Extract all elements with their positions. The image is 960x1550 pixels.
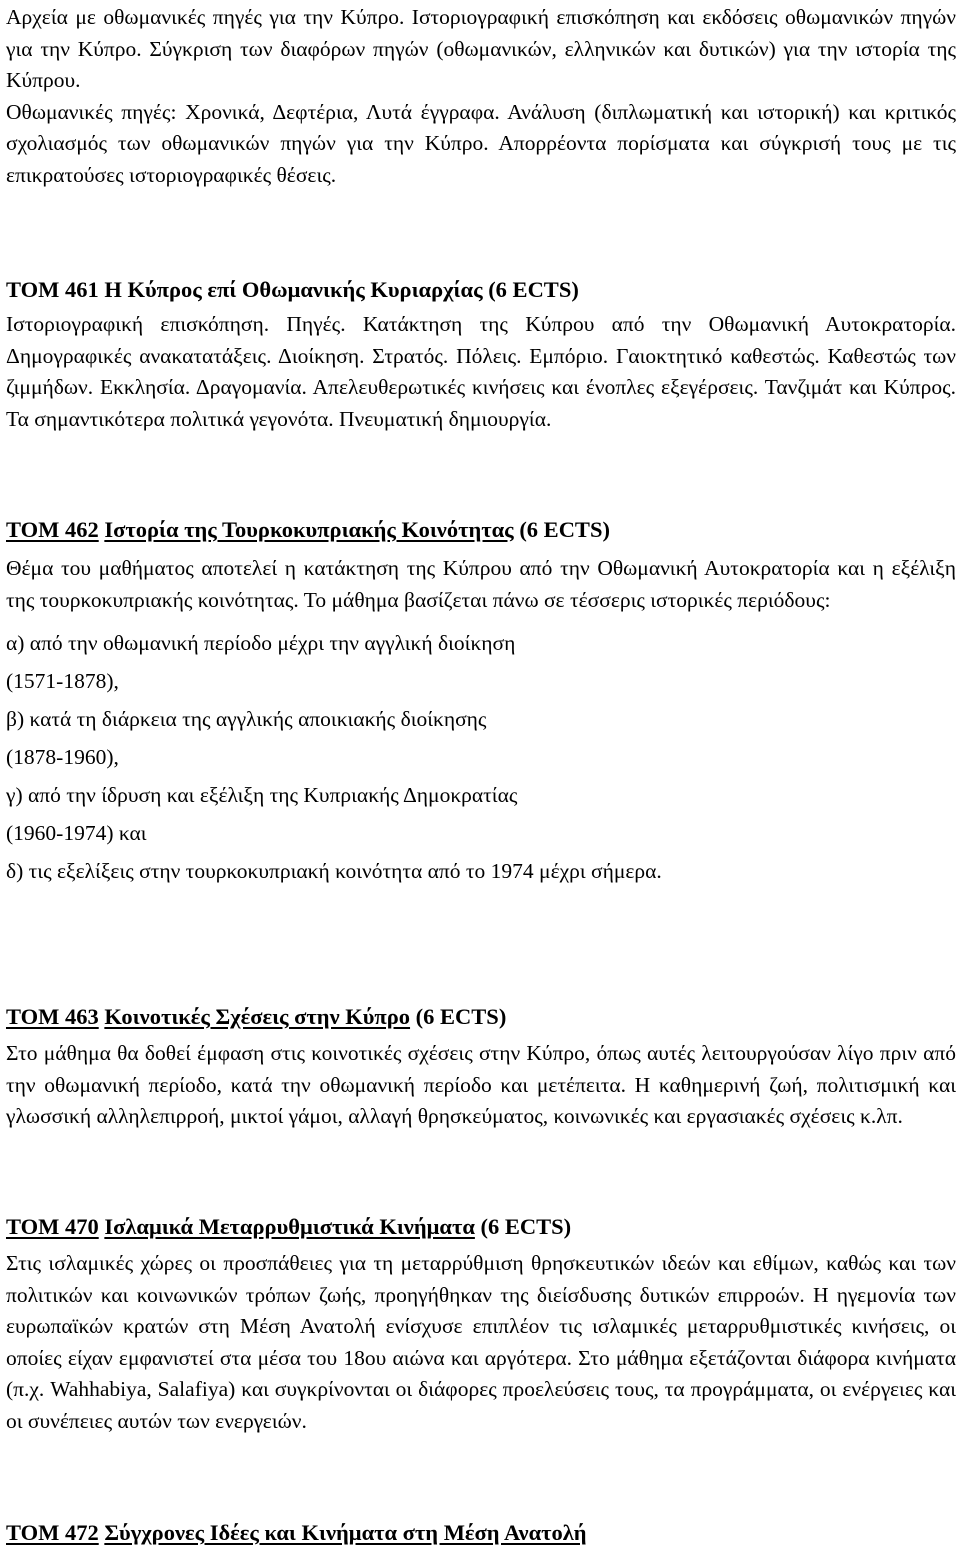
course-code: ΤΟΜ 472 bbox=[6, 1520, 99, 1545]
course-description: Θέμα του μαθήματος αποτελεί η κατάκτηση της Κύπρου από την Οθωμανική Αυτοκρατορία και η εξέλιξη της τουρκοκυπριακής κοινότητας. Το μάθημα βασίζεται πάνω σε τέσσερις ιστορικές περιόδους: bbox=[6, 556, 956, 612]
course-description: Στο μάθημα θα δοθεί έμφαση στις κοινοτικές σχέσεις στην Κύπρο, όπως αυτές λειτουργούσαν λίγο πριν από την οθωμανική περίοδο, κατά την οθωμανική περίοδο και μετέπειτα. Η καθημερινή ζωή, πολιτισμική και γλωσσική αλληλεπιρροή, μικτοί γάμοι, αλλαγή θρησκεύματος, κοινωνικές και εργασιακές σχέσεις κ.λπ. bbox=[6, 1041, 956, 1128]
period-item-a: α) από την οθωμανική περίοδο μέχρι την αγγλική διοίκηση bbox=[6, 631, 516, 655]
course-description: Ιστοριογραφική επισκόπηση. Πηγές. Κατάκτηση της Κύπρου από την Οθωμανική Αυτοκρατορία. Δημογραφικές ανακατατάξεις. Διοίκηση. Στρατός. Πόλεις. Εμπόριο. Γαιοκτητικό καθεστώς. Καθεστώς των ζιμμήδων. Εκκλησία. Δραγομανία. Απελευθερωτικές κινήσεις και ένοπλες εξεγέρσεις. Τανζιμάτ και Κύπρος. Τα σημαντικότερα πολιτικά γεγονότα. Πνευματική δημιουργία. bbox=[6, 312, 956, 431]
course-ects: (6 ECTS) bbox=[415, 1004, 507, 1029]
course-title: Ιστορία της Τουρκοκυπριακής Κοινότητας bbox=[104, 517, 514, 542]
period-item-b: β) κατά τη διάρκεια της αγγλικής αποικιακής διοίκησης bbox=[6, 707, 487, 731]
course-description: Στις ισλαμικές χώρες οι προσπάθειες για τη μεταρρύθμιση θρησκευτικών ιδεών και εθίμων, καθώς και των πολιτικών και κοινωνικών τρόπων ζωής, προηγήθηκαν της διείσδυσης δυτικών επιρροών. Η ηγεμονία των ευρωπαϊκών κρατών στη Μέση Ανατολή ενίσχυσε επιπλέον τις ισλαμικές μεταρρυθμιστικές κινήσεις, οι οποίες είχαν εμφανιστεί στα μέσα του 18ου αιώνα και αργότερα. Στο μάθημα εξετάζονται διάφορα κινήματα (π.χ. Wahhabiya, Salafiya) και συγκρίνονται οι διάφορες προελεύσεις τους, τα προγράμματα, οι ενέργειες και οι συνέπειες αυτών των ενεργειών. bbox=[6, 1251, 956, 1433]
course-code: ΤΟΜ 461 bbox=[6, 277, 99, 302]
course-tom462 bbox=[6, 515, 956, 890]
course-title: Η Κύπρος επί Οθωμανικής Κυριαρχίας bbox=[104, 277, 483, 302]
intro-paragraph-sources: Οθωμανικές πηγές: Χρονικά, Δεφτέρια, Λυτά έγγραφα. Ανάλυση (διπλωματική και ιστορική) και κριτικός σχολιασμός των οθωμανικών πηγών για την Κύπρο. Απορρέοντα πορίσματα και σύγκρισή τους με τις επικρατούσες ιστοριογραφικές θέσεις. bbox=[6, 99, 956, 187]
course-code: ΤΟΜ 470 bbox=[6, 1214, 99, 1239]
period-range: (1878-1960), bbox=[6, 745, 119, 769]
course-heading bbox=[6, 275, 956, 305]
intro-section bbox=[6, 2, 956, 191]
course-tom463 bbox=[6, 1002, 956, 1133]
intro-paragraph-archives: Αρχεία με οθωμανικές πηγές για την Κύπρο. Ιστοριογραφική επισκόπηση και εκδόσεις οθωμανικών πηγών για την Κύπρο. Σύγκριση των διαφόρων πηγών (οθωμανικών, ελληνικών και δυτικών) για την ιστορία της Κύπρου. bbox=[6, 5, 956, 92]
course-heading bbox=[6, 1002, 956, 1032]
period-list bbox=[6, 624, 956, 890]
period-range: (1960-1974) και bbox=[6, 821, 147, 845]
course-tom470 bbox=[6, 1212, 956, 1437]
period-item-c: γ) από την ίδρυση και εξέλιξη της Κυπριακής Δημοκρατίας bbox=[6, 783, 518, 807]
course-title: Κοινοτικές Σχέσεις στην Κύπρο bbox=[104, 1004, 411, 1029]
course-heading bbox=[6, 1518, 956, 1548]
course-tom472 bbox=[6, 1518, 956, 1548]
course-code: ΤΟΜ 463 bbox=[6, 1004, 99, 1029]
course-title: Σύγχρονες Ιδέες και Κινήματα στη Μέση Ανατολή bbox=[104, 1520, 587, 1545]
course-title: Ισλαμικά Μεταρρυθμιστικά Κινήματα bbox=[104, 1214, 475, 1239]
course-ects: (6 ECTS) bbox=[480, 1214, 572, 1239]
course-tom461 bbox=[6, 275, 956, 435]
period-item-d: δ) τις εξελίξεις στην τουρκοκυπριακή κοινότητα από το 1974 μέχρι σήμερα. bbox=[6, 859, 662, 883]
course-ects: (6 ECTS) bbox=[519, 517, 610, 542]
course-ects: (6 ECTS) bbox=[488, 277, 579, 302]
course-code: ΤΟΜ 462 bbox=[6, 517, 99, 542]
course-heading bbox=[6, 1212, 956, 1242]
course-heading bbox=[6, 515, 956, 545]
period-range: (1571-1878), bbox=[6, 669, 119, 693]
